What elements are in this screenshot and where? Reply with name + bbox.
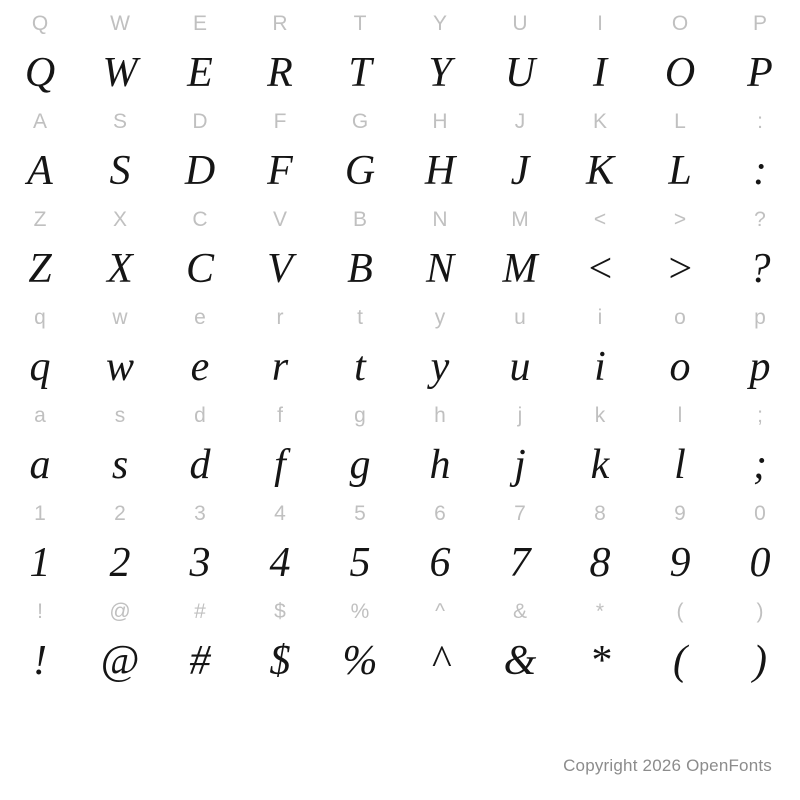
character-row-group bbox=[0, 4, 800, 102]
glyph-sample: ^ bbox=[431, 638, 449, 684]
key-label-row bbox=[0, 494, 800, 534]
glyph-sample: 8 bbox=[589, 540, 611, 586]
glyph-sample: 1 bbox=[29, 540, 51, 586]
glyph-row bbox=[0, 436, 800, 494]
key-label-row bbox=[0, 298, 800, 338]
character-row-group bbox=[0, 102, 800, 200]
glyph-sample: a bbox=[29, 442, 51, 488]
key-label: & bbox=[512, 600, 527, 623]
glyph-sample: p bbox=[749, 344, 771, 390]
key-label-row bbox=[0, 592, 800, 632]
key-label: o bbox=[674, 306, 686, 329]
key-label: J bbox=[514, 110, 526, 133]
glyph-sample: H bbox=[424, 148, 456, 194]
glyph-sample: o bbox=[669, 344, 691, 390]
key-label: $ bbox=[274, 600, 286, 623]
character-row-group bbox=[0, 200, 800, 298]
key-label-row bbox=[0, 200, 800, 240]
key-label: ^ bbox=[435, 600, 445, 623]
key-label: d bbox=[194, 404, 206, 427]
key-label: l bbox=[677, 404, 683, 427]
glyph-sample: X bbox=[107, 246, 133, 292]
key-label: p bbox=[754, 306, 766, 329]
key-label: k bbox=[594, 404, 606, 427]
key-label: @ bbox=[109, 600, 131, 623]
glyph-row bbox=[0, 338, 800, 396]
glyph-sample: g bbox=[349, 442, 371, 488]
glyph-sample: l bbox=[674, 442, 686, 488]
glyph-sample: Z bbox=[28, 246, 52, 292]
glyph-row bbox=[0, 142, 800, 200]
glyph-row bbox=[0, 534, 800, 592]
key-label: L bbox=[674, 110, 686, 133]
key-label: q bbox=[34, 306, 46, 329]
key-label: : bbox=[757, 110, 763, 133]
glyph-sample: 6 bbox=[429, 540, 451, 586]
key-label: y bbox=[434, 306, 446, 329]
character-row-group bbox=[0, 494, 800, 592]
glyph-sample: F bbox=[267, 148, 293, 194]
character-row-group bbox=[0, 592, 800, 690]
glyph-sample: W bbox=[102, 50, 138, 96]
character-row-group bbox=[0, 298, 800, 396]
glyph-sample: E bbox=[187, 50, 213, 96]
glyph-sample: < bbox=[585, 246, 615, 292]
glyph-sample: ) bbox=[753, 638, 767, 684]
glyph-sample: T bbox=[348, 50, 372, 96]
glyph-sample: & bbox=[503, 638, 537, 684]
key-label: f bbox=[277, 404, 283, 427]
glyph-sample: ? bbox=[749, 246, 771, 292]
key-label: g bbox=[354, 404, 366, 427]
key-label-row bbox=[0, 4, 800, 44]
key-label: 2 bbox=[114, 502, 126, 525]
glyph-sample: @ bbox=[100, 638, 140, 684]
glyph-sample: 9 bbox=[669, 540, 691, 586]
glyph-sample: k bbox=[590, 442, 610, 488]
glyph-sample: V bbox=[267, 246, 293, 292]
key-label: Z bbox=[33, 208, 47, 231]
key-label: 6 bbox=[434, 502, 446, 525]
key-label: ? bbox=[754, 208, 766, 231]
glyph-sample: j bbox=[514, 442, 526, 488]
glyph-sample: R bbox=[267, 50, 293, 96]
key-label: E bbox=[192, 12, 207, 35]
key-label: D bbox=[192, 110, 208, 133]
key-label: r bbox=[276, 306, 284, 329]
glyph-sample: % bbox=[342, 638, 378, 684]
key-label: 8 bbox=[594, 502, 606, 525]
glyph-sample: B bbox=[347, 246, 373, 292]
glyph-sample: 4 bbox=[269, 540, 291, 586]
key-label: 9 bbox=[674, 502, 686, 525]
glyph-sample: q bbox=[29, 344, 51, 390]
glyph-sample: C bbox=[185, 246, 214, 292]
key-label: 3 bbox=[194, 502, 206, 525]
key-label: V bbox=[272, 208, 287, 231]
key-label: < bbox=[593, 208, 607, 231]
key-label: C bbox=[192, 208, 208, 231]
glyph-sample: 7 bbox=[509, 540, 531, 586]
key-label: U bbox=[512, 12, 528, 35]
key-label: I bbox=[597, 12, 603, 35]
glyph-sample: w bbox=[105, 344, 134, 390]
key-label: h bbox=[434, 404, 446, 427]
key-label: * bbox=[595, 600, 605, 623]
glyph-sample: N bbox=[425, 246, 454, 292]
key-label: e bbox=[194, 306, 206, 329]
glyph-sample: J bbox=[510, 148, 530, 194]
glyph-sample: U bbox=[504, 50, 536, 96]
key-label: G bbox=[351, 110, 369, 133]
glyph-sample: u bbox=[509, 344, 531, 390]
glyph-sample: > bbox=[665, 246, 695, 292]
key-label: B bbox=[352, 208, 367, 231]
glyph-sample: h bbox=[429, 442, 451, 488]
key-label: w bbox=[112, 306, 128, 329]
glyph-row bbox=[0, 632, 800, 690]
glyph-sample: : bbox=[753, 148, 767, 194]
key-label: Q bbox=[31, 12, 49, 35]
glyph-sample: O bbox=[664, 50, 696, 96]
key-label: % bbox=[350, 600, 370, 623]
glyph-sample: t bbox=[354, 344, 366, 390]
key-label: 5 bbox=[354, 502, 366, 525]
key-label: a bbox=[34, 404, 46, 427]
key-label: R bbox=[272, 12, 288, 35]
key-label: ) bbox=[756, 600, 764, 623]
key-label-row bbox=[0, 102, 800, 142]
key-label: t bbox=[357, 306, 363, 329]
key-label: 0 bbox=[754, 502, 766, 525]
key-label: X bbox=[112, 208, 127, 231]
glyph-sample: A bbox=[27, 148, 53, 194]
key-label: A bbox=[32, 110, 47, 133]
glyph-sample: K bbox=[585, 148, 614, 194]
glyph-sample: ; bbox=[753, 442, 767, 488]
glyph-sample: I bbox=[593, 50, 607, 96]
key-label: i bbox=[597, 306, 603, 329]
key-label: 7 bbox=[514, 502, 526, 525]
glyph-sample: * bbox=[589, 638, 611, 684]
glyph-sample: Y bbox=[428, 50, 452, 96]
glyph-sample: ! bbox=[33, 638, 47, 684]
key-label: j bbox=[517, 404, 523, 427]
key-label: # bbox=[194, 600, 206, 623]
glyph-row bbox=[0, 44, 800, 102]
key-label: ; bbox=[757, 404, 763, 427]
key-label: P bbox=[752, 12, 767, 35]
glyph-sample: r bbox=[271, 344, 289, 390]
glyph-sample: Q bbox=[24, 50, 56, 96]
glyph-sample: d bbox=[189, 442, 211, 488]
key-label: Y bbox=[432, 12, 447, 35]
glyph-sample: D bbox=[184, 148, 216, 194]
glyph-sample: 3 bbox=[189, 540, 211, 586]
key-label: T bbox=[353, 12, 367, 35]
key-label: F bbox=[273, 110, 287, 133]
glyph-sample: e bbox=[190, 344, 210, 390]
glyph-sample: i bbox=[594, 344, 606, 390]
glyph-sample: 2 bbox=[109, 540, 131, 586]
glyph-sample: ( bbox=[673, 638, 687, 684]
key-label-row bbox=[0, 396, 800, 436]
key-label: W bbox=[110, 12, 130, 35]
key-label: S bbox=[112, 110, 127, 133]
key-label: H bbox=[432, 110, 448, 133]
glyph-sample: # bbox=[189, 638, 211, 684]
glyph-sample: G bbox=[344, 148, 376, 194]
key-label: > bbox=[673, 208, 687, 231]
glyph-sample: P bbox=[747, 50, 773, 96]
key-label: s bbox=[114, 404, 126, 427]
glyph-sample: 0 bbox=[749, 540, 771, 586]
glyph-sample: $ bbox=[269, 638, 291, 684]
glyph-sample: s bbox=[111, 442, 129, 488]
glyph-row bbox=[0, 240, 800, 298]
key-label: 1 bbox=[34, 502, 46, 525]
glyph-sample: y bbox=[430, 344, 450, 390]
key-label: N bbox=[432, 208, 448, 231]
copyright-notice: Copyright 2026 OpenFonts bbox=[563, 756, 772, 775]
character-row-group bbox=[0, 396, 800, 494]
glyph-sample: S bbox=[109, 148, 131, 194]
key-label: K bbox=[592, 110, 607, 133]
glyph-sample: f bbox=[274, 442, 286, 488]
key-label: ( bbox=[676, 600, 684, 623]
glyph-sample: 5 bbox=[349, 540, 371, 586]
key-label: ! bbox=[37, 600, 43, 623]
glyph-sample: L bbox=[668, 148, 692, 194]
glyph-sample: M bbox=[502, 246, 538, 292]
key-label: O bbox=[671, 12, 689, 35]
key-label: M bbox=[511, 208, 529, 231]
key-label: u bbox=[514, 306, 526, 329]
key-label: 4 bbox=[274, 502, 286, 525]
